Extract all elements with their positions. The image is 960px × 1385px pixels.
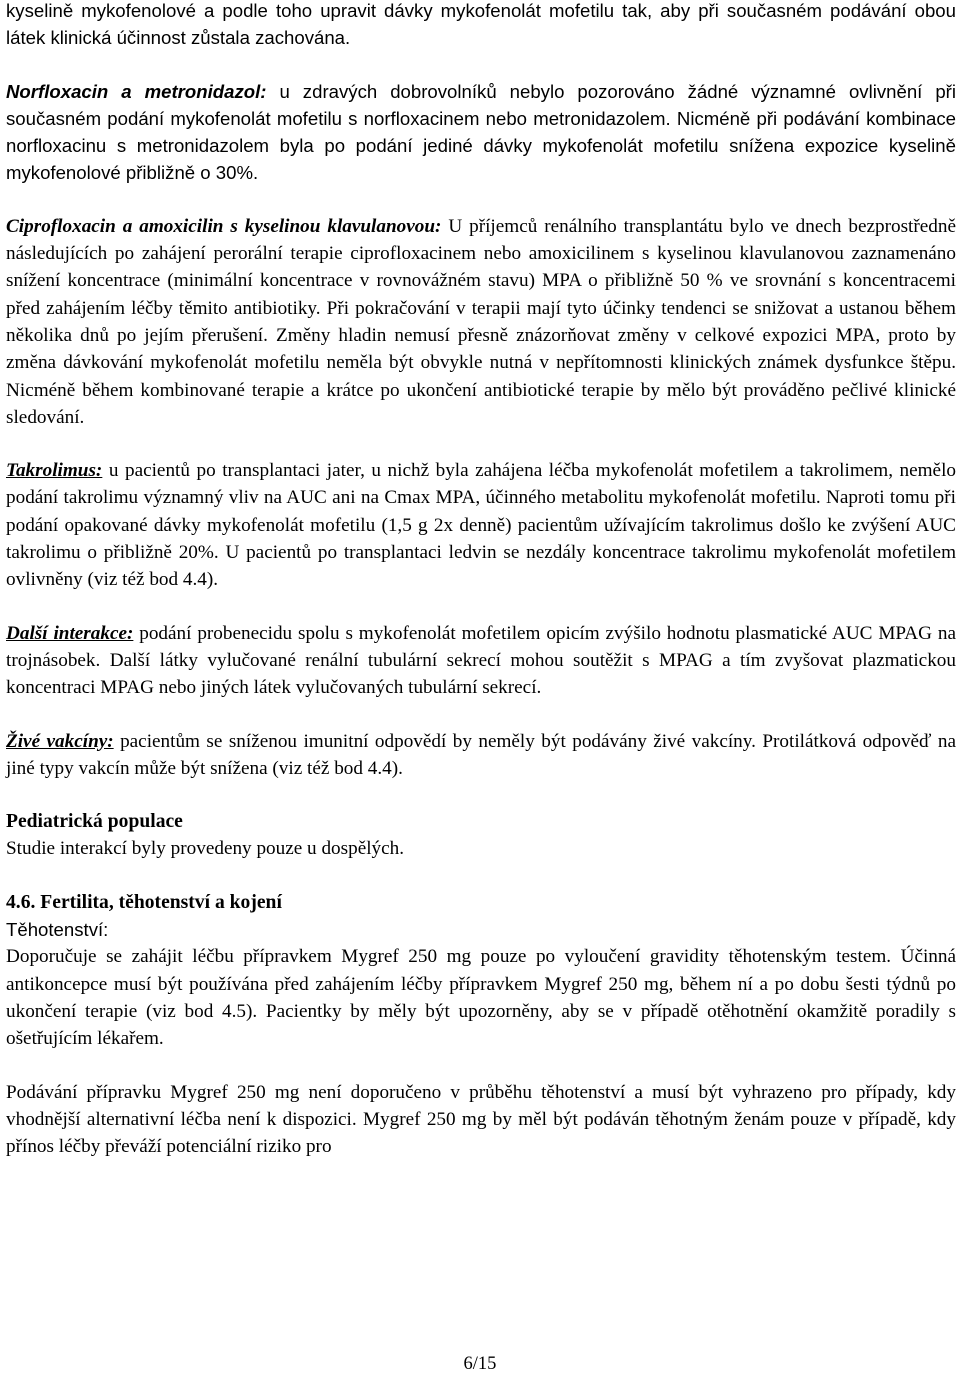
paragraph-continuation	[6, 0, 956, 52]
document-page	[6, 0, 956, 1160]
page-number: 6/15	[463, 1354, 497, 1374]
paragraph-text: Podávání přípravku Mygref 250 mg není doporučeno v průběhu těhotenství a musí být vyhrazeno pro případy, kdy vhodnější alternativní léčba není k dispozici. Mygref 250 mg by měl být podáván těhotným ženám pouze v případě, kdy přínos léčby převáží potenciální riziko pro	[6, 1081, 956, 1158]
paragraph-text: U příjemců renálního transplantátu bylo ve dnech bezprostředně následujících po zahájení perorální terapie ciprofloxacinem nebo amoxicilinem s kyselinou klavulanovou zaznamenáno snížení koncentrace (minimální koncentrace v rovnovážném stavu) MPA o přibližně 50 % ve srovnání s koncentracemi před zahájením léčby těmito antibiotiky. Při pokračování v terapii mají tyto účinky tendenci se snižovat a ustanou během několika dnů po jejím přerušení. Změny hladin nemusí přesně znázorňovat změny v celkové expozici MPA, proto by změna dávkování mykofenolát mofetilu neměla být obvykle nutná v nepřítomnosti klinických známek dysfunkce štěpu. Nicméně během kombinované terapie a krátce po ukončení antibiotické terapie by mělo být prováděno pečlivé klinické sledování.	[6, 215, 957, 428]
subsection-label: Těhotenství:	[6, 919, 109, 941]
paragraph-takrolimus	[6, 457, 956, 593]
paragraph-ciprofloxacin	[6, 213, 956, 431]
paragraph-text: u pacientů po transplantaci jater, u nichž byla zahájena léčba mykofenolát mofetilem a takrolimem, nemělo podání takrolimu významný vliv na AUC ani na Cmax MPA, účinného metabolitu mykofenolát mofetilu. Naproti tomu při podání opakované dávky mykofenolát mofetilu (1,5 g 2x denně) pacientům užívajícím takrolimus došlo ke zvýšení AUC takrolimu o přibližně 20%. U pacientů po transplantaci ledvin se nezdály koncentrace takrolimu mykofenolát mofetilem ovlivněny (viz též bod 4.4).	[6, 460, 956, 591]
section-heading: 4.6. Fertilita, těhotenství a kojení	[6, 891, 282, 913]
paragraph-text: podání probenecidu spolu s mykofenolát mofetilem opicím zvýšilo hodnotu plasmatické AUC MPAG na trojnásobek. Další látky vylučované renální tubulární sekrecí mohou soutěžit s MPAG a tím zvyšovat plazmatickou koncentraci MPAG nebo jiných látek vylučovaných tubulární sekrecí.	[6, 622, 956, 699]
paragraph-heading: Norfloxacin a metronidazol:	[6, 80, 267, 102]
section-4-6	[6, 889, 956, 1053]
subsection-heading: Pediatrická populace	[6, 811, 183, 833]
paragraph-heading: Takrolimus:	[6, 460, 103, 482]
paragraph-text: kyselině mykofenolové a podle toho upravit dávky mykofenolát mofetilu tak, aby při současném podávání obou látek klinická účinnost zůstala zachována.	[6, 0, 956, 49]
paragraph-pregnancy-usage	[6, 1079, 956, 1161]
paragraph-text: u zdravých dobrovolníků nebylo pozorováno žádné významné ovlivnění při současném podání mykofenolát mofetilu s norfloxacinem nebo metronidazolem. Nicméně při podávání kombinace norfloxacinu s metronidazolem byla po podání jediné dávky mykofenolát mofetilu snížena expozice kyselině mykofenolové přibližně o 30%.	[6, 80, 956, 184]
paragraph-zive-vakciny	[6, 728, 956, 783]
paragraph-text: Studie interakcí byly provedeny pouze u dospělých.	[6, 838, 405, 860]
paragraph-heading: Živé vakcíny:	[6, 730, 114, 752]
paragraph-dalsi-interakce	[6, 620, 956, 702]
paragraph-heading: Ciprofloxacin a amoxicilin s kyselinou klavulanovou:	[6, 215, 442, 237]
paragraph-norfloxacin	[6, 78, 956, 187]
paragraph-text: pacientům se sníženou imunitní odpovědí by neměly být podávány živé vakcíny. Protilátková odpověď na jiné typy vakcín může být snížena (viz též bod 4.4).	[6, 730, 956, 779]
paragraph-text: Doporučuje se zahájit léčbu přípravkem Mygref 250 mg pouze po vyloučení gravidity těhotenským testem. Účinná antikoncepce musí být používána před zahájením léčby přípravkem Mygref 250 mg, během ní a po dobu šesti týdnů po ukončení terapie (viz bod 4.5). Pacientky by měly být upozorněny, aby se v případě otěhotnění okamžitě poradily s ošetřujícím lékařem.	[6, 946, 956, 1050]
paragraph-heading: Další interakce:	[6, 622, 134, 644]
subsection-pediatric	[6, 808, 956, 863]
